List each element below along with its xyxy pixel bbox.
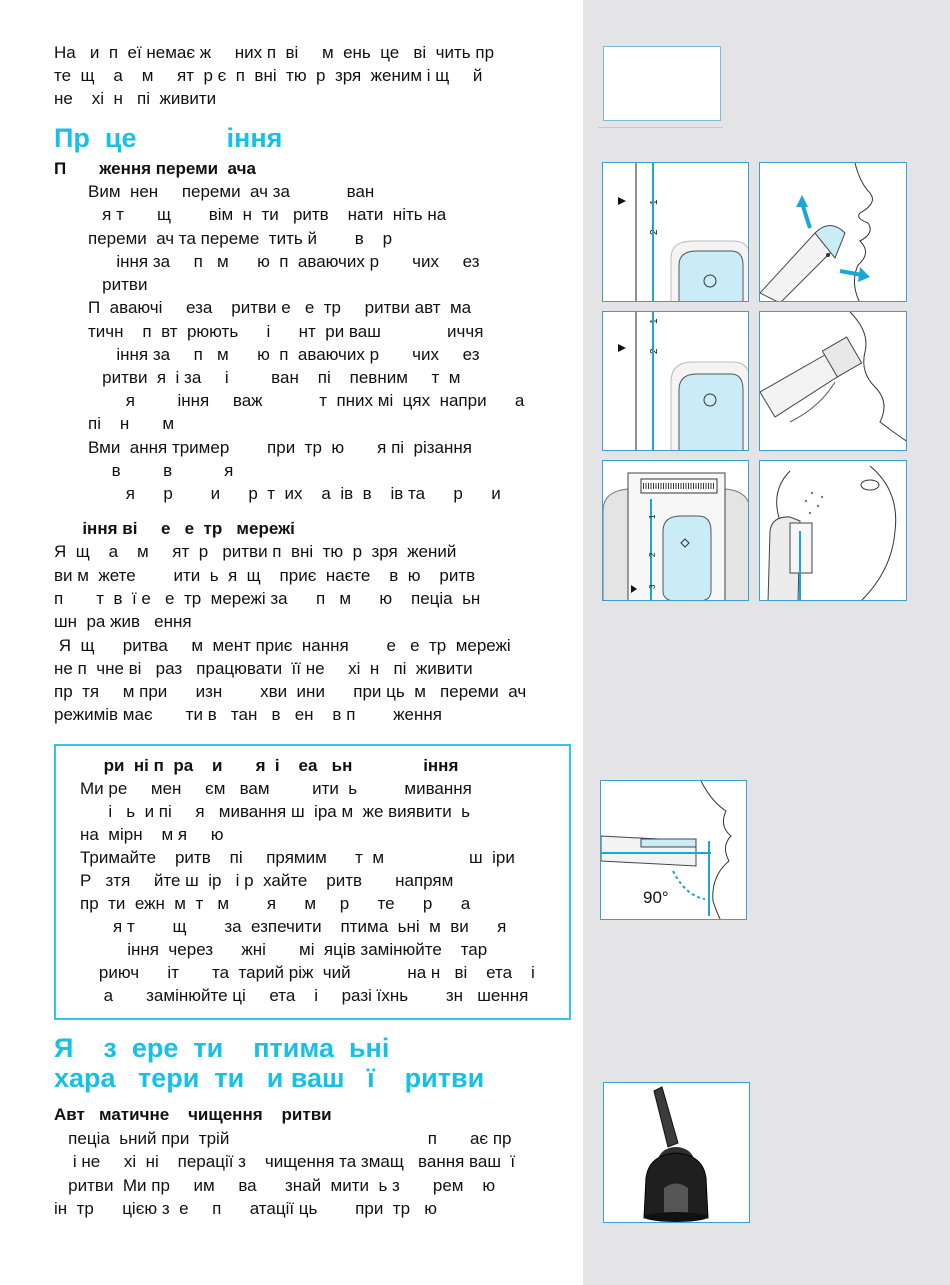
shaving-angle-figure [600, 780, 747, 920]
empty-figure-frame [603, 46, 721, 121]
tip-line: пр ти ежн м т м я м р те р а [80, 894, 471, 913]
body-line: ритви я і за і ван пі певним т м [88, 368, 461, 387]
body-line: пі н м [88, 414, 175, 433]
body-line: ін тр цією з е п атації ць при тр ю [54, 1199, 437, 1218]
tip-line: іння через жні мі яців замінюйте тар [80, 940, 488, 959]
shaving-nose-figure [759, 162, 907, 302]
body-line: іння за п м ю п аваючих р чих ез [88, 252, 480, 271]
scale-mark: 1 [648, 514, 657, 519]
intro-line: те щ а м ят р є п вні тю р зря женим і щ й [54, 66, 483, 85]
body-line: Вим нен переми ач за ван [88, 182, 375, 201]
body-line: ритви Ми пр им ва знай мити ь з рем ю [54, 1176, 496, 1195]
body-line: не п чне ві раз працювати її не хі н пі живити [54, 659, 473, 678]
body-line: Вми ання тример при тр ю я пі різання [88, 438, 472, 457]
scale-mark: 1 [649, 318, 660, 324]
body-line: П аваючі еза ритви е е тр ритви авт ма [88, 298, 472, 317]
tip-title: ри ні п ра и я і еа ьн іння [80, 756, 459, 775]
tip-line: на мірн м я ю [80, 825, 224, 844]
scale-mark: 1 [649, 199, 660, 205]
section-heading: Пр це іння [54, 123, 283, 153]
body-line: п т в ї е е тр мережі за п м ю пеціа ьн [54, 589, 481, 608]
body-line: в в я [88, 461, 234, 480]
tip-line: і ь и пі я мивання ш іра м же виявити ь [80, 802, 470, 821]
body-line: ви м жете ити ь я щ приє наєте в ю ритв [54, 566, 476, 585]
tip-line: Ми ре мен єм вам ити ь мивання [80, 779, 472, 798]
divider [598, 127, 723, 128]
scale-mark: 2 [648, 552, 657, 557]
body-line: пеціа ьний при трій п ає пр [54, 1129, 512, 1148]
body-line: шн ра жив ення [54, 612, 192, 631]
body-line: іння за п м ю п аваючих р чих ез [88, 345, 480, 364]
section-heading: хара тери ти и ваш ї ритви [54, 1063, 485, 1093]
section-subheading: П ження переми ача [54, 159, 256, 178]
body-line: я р и р т их а ів в ів та р и [88, 484, 501, 503]
angle-label: 90° [643, 888, 669, 907]
body-line: переми ач та переме тить й в р [88, 229, 393, 248]
body-line: ритви [88, 275, 148, 294]
intro-line: На и п еї немає ж них п ві м ень це ві чить пр [54, 43, 495, 62]
body-line: тичн п вт рюють і нт ри ваш иччя [88, 322, 484, 341]
sideburn-figure [759, 460, 907, 601]
body-line: я т щ вім н ти ритв нати ніть на [88, 205, 447, 224]
body-line: я іння важ т пних мі цях напри а [88, 391, 525, 410]
trimming-figure [759, 311, 907, 451]
body-line: режимів має ти в тан в ен в п ження [54, 705, 442, 724]
switch-closeup-figure [602, 162, 749, 302]
intro-line: не хі н пі живити [54, 89, 217, 108]
body-line: і не хі ні перації з чищення та змащ вання ваш ї [54, 1152, 516, 1171]
section-heading: Я з ере ти птима ьні [54, 1033, 390, 1063]
scale-mark: 2 [649, 348, 660, 354]
body-line: пр тя м при изн хви ини при ць м переми ач [54, 682, 527, 701]
shaver-front-figure [602, 460, 749, 601]
tip-line: а замінюйте ці ета і разі їхнь зн шення [80, 986, 529, 1005]
body-line: Я щ ритва м мент приє нання е е тр мережі [54, 636, 511, 655]
scale-mark: 2 [649, 229, 660, 235]
tip-line: риюч іт та тарий ріж чий на н ві ета і [80, 963, 535, 982]
cleaning-station-figure [603, 1082, 750, 1223]
tip-line: Р зтя йте ш ір і р хайте ритв напрям [80, 871, 454, 890]
scale-mark: 3 [648, 584, 657, 589]
section-subheading: іння ві е е тр мережі [54, 519, 295, 538]
tip-line: Тримайте ритв пі прямим т м ш іри [80, 848, 515, 867]
switch-position-figure [602, 311, 749, 451]
tip-line: я т щ за езпечити птима ьні м ви я [80, 917, 507, 936]
body-line: Я щ а м ят р ритви п вні тю р зря жений [54, 542, 457, 561]
section-subheading: Авт матичне чищення ритви [54, 1105, 332, 1124]
